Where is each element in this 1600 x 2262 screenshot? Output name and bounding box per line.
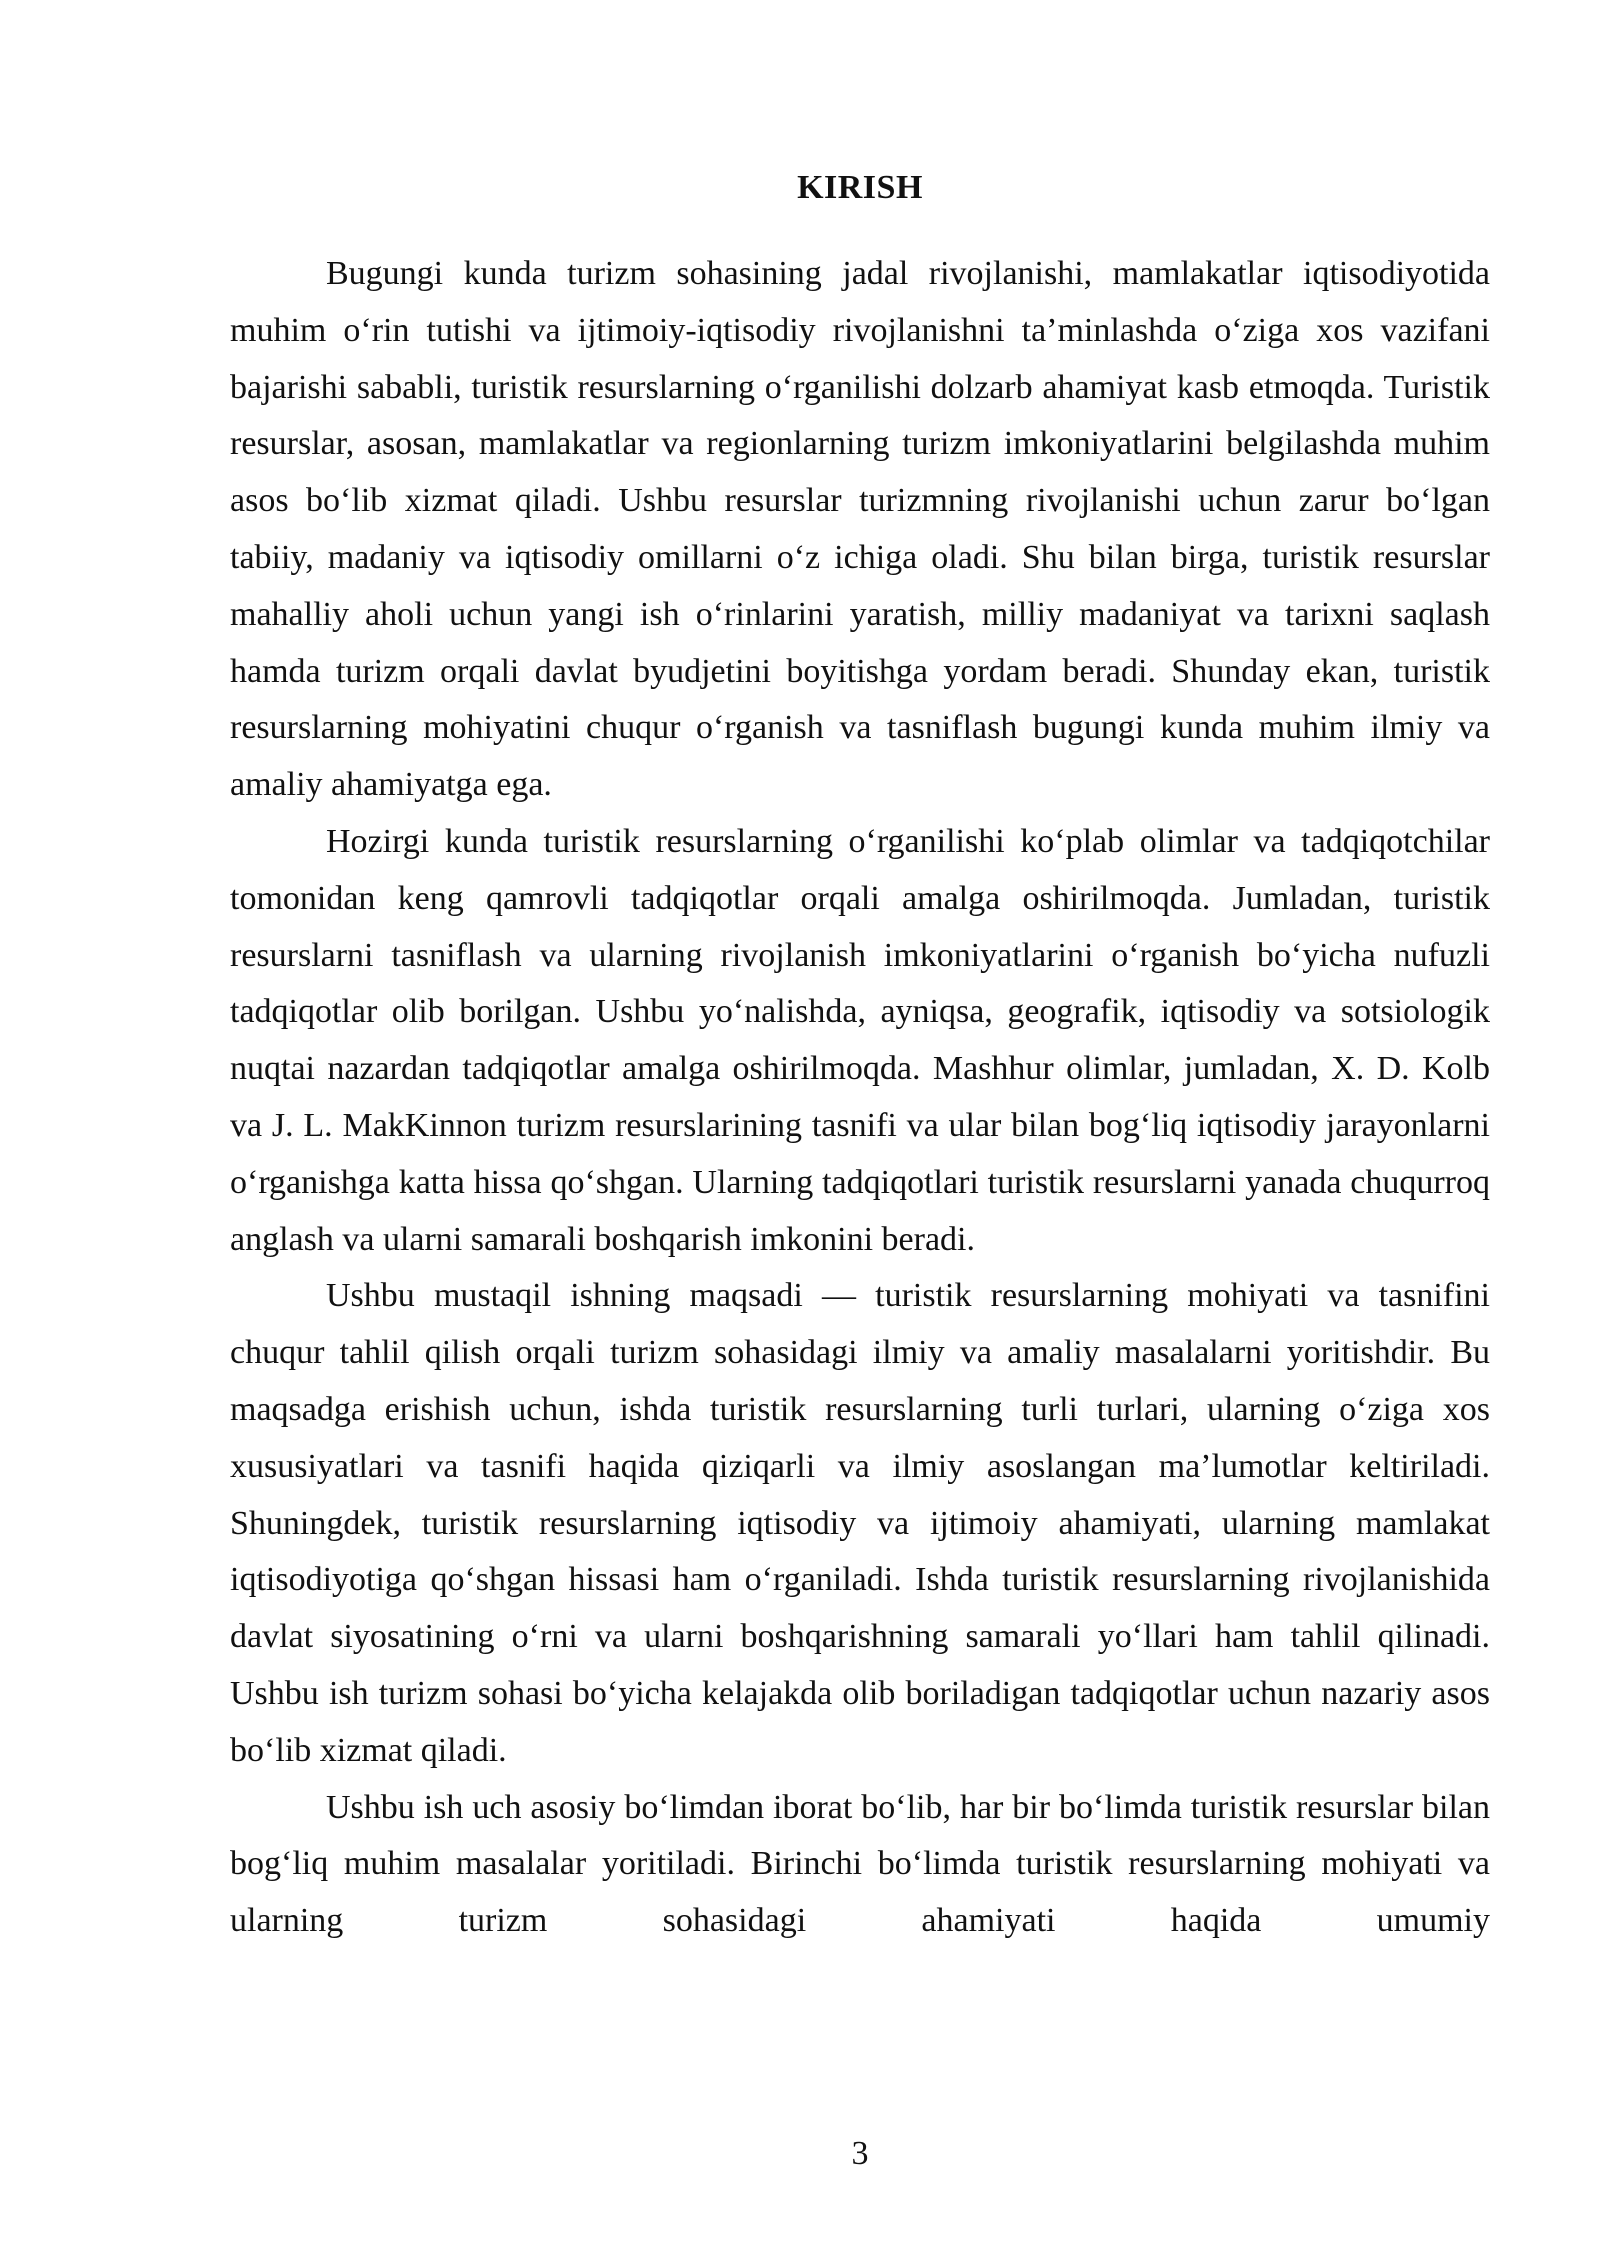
body-text: [230, 246, 1490, 1950]
paragraph-3: Ushbu mustaqil ishning maqsadi — turistik resurslarning mohiyati va tasnifini chuqur tahlil qilish orqali turizm sohasidagi ilmiy va amaliy masalalarni yoritishdir. Bu maqsadga erishish uchun, ishda turistik resurslarning turli turlari, ularning o‘ziga xos xususiyatlari va tasnifi haqida qiziqarli va ilmiy asoslangan ma’lumotlar keltiriladi. Shuningdek, turistik resurslarning iqtisodiy va ijtimoiy ahamiyati, ularning mamlakat iqtisodiyotiga qo‘shgan hissasi ham o‘rganiladi. Ishda turistik resurslarning rivojlanishida davlat siyosatining o‘rni va ularni boshqarishning samarali yo‘llari ham tahlil qilinadi. Ushbu ish turizm sohasi bo‘yicha kelajakda olib boriladigan tadqiqotlar uchun nazariy asos bo‘lib xizmat qiladi.: [230, 1277, 1490, 1769]
page-title: KIRISH: [797, 169, 923, 206]
paragraph-1: Bugungi kunda turizm sohasining jadal rivojlanishi, mamlakatlar iqtisodiyotida muhim o‘rin tutishi va ijtimoiy-iqtisodiy rivojlanishni ta’minlashda o‘ziga xos vazifani bajarishi sababli, turistik resurslarning o‘rganilishi dolzarb ahamiyat kasb etmoqda. Turistik resurslar, asosan, mamlakatlar va regionlarning turizm imkoniyatlarini belgilashda muhim asos bo‘lib xizmat qiladi. Ushbu resurslar turizmning rivojlanishi uchun zarur bo‘lgan tabiiy, madaniy va iqtisodiy omillarni o‘z ichiga oladi. Shu bilan birga, turistik resurslar mahalliy aholi uchun yangi ish o‘rinlarini yaratish, milliy madaniyat va tarixni saqlash hamda turizm orqali davlat byudjetini boyitishga yordam beradi. Shunday ekan, turistik resurslarning mohiyatini chuqur o‘rganish va tasniflash bugungi kunda muhim ilmiy va amaliy ahamiyatga ega.: [230, 255, 1490, 804]
paragraph-2: Hozirgi kunda turistik resurslarning o‘rganilishi ko‘plab olimlar va tadqiqotchilar tomonidan keng qamrovli tadqiqotlar orqali amalga oshirilmoqda. Jumladan, turistik resurslarni tasniflash va ularning rivojlanish imkoniyatlarini o‘rganish bo‘yicha nufuzli tadqiqotlar olib borilgan. Ushbu yo‘nalishda, ayniqsa, geografik, iqtisodiy va sotsiologik nuqtai nazardan tadqiqotlar amalga oshirilmoqda. Mashhur olimlar, jumladan, X. D. Kolb va J. L. MakKinnon turizm resurslarining tasnifi va ular bilan bog‘liq iqtisodiy jarayonlarni o‘rganishga katta hissa qo‘shgan. Ularning tadqiqotlari turistik resurslarni yanada chuqurroq anglash va ularni samarali boshqarish imkonini beradi.: [230, 822, 1490, 1258]
paragraph-4: Ushbu ish uch asosiy bo‘limdan iborat bo‘lib, har bir bo‘limda turistik resurslar bilan bog‘liq muhim masalalar yoritiladi. Birinchi bo‘limda turistik resurslarning mohiyati va ularning turizm sohasidagi ahamiyati haqida umumiy: [230, 1788, 1490, 1940]
page-number: 3: [851, 2135, 869, 2172]
